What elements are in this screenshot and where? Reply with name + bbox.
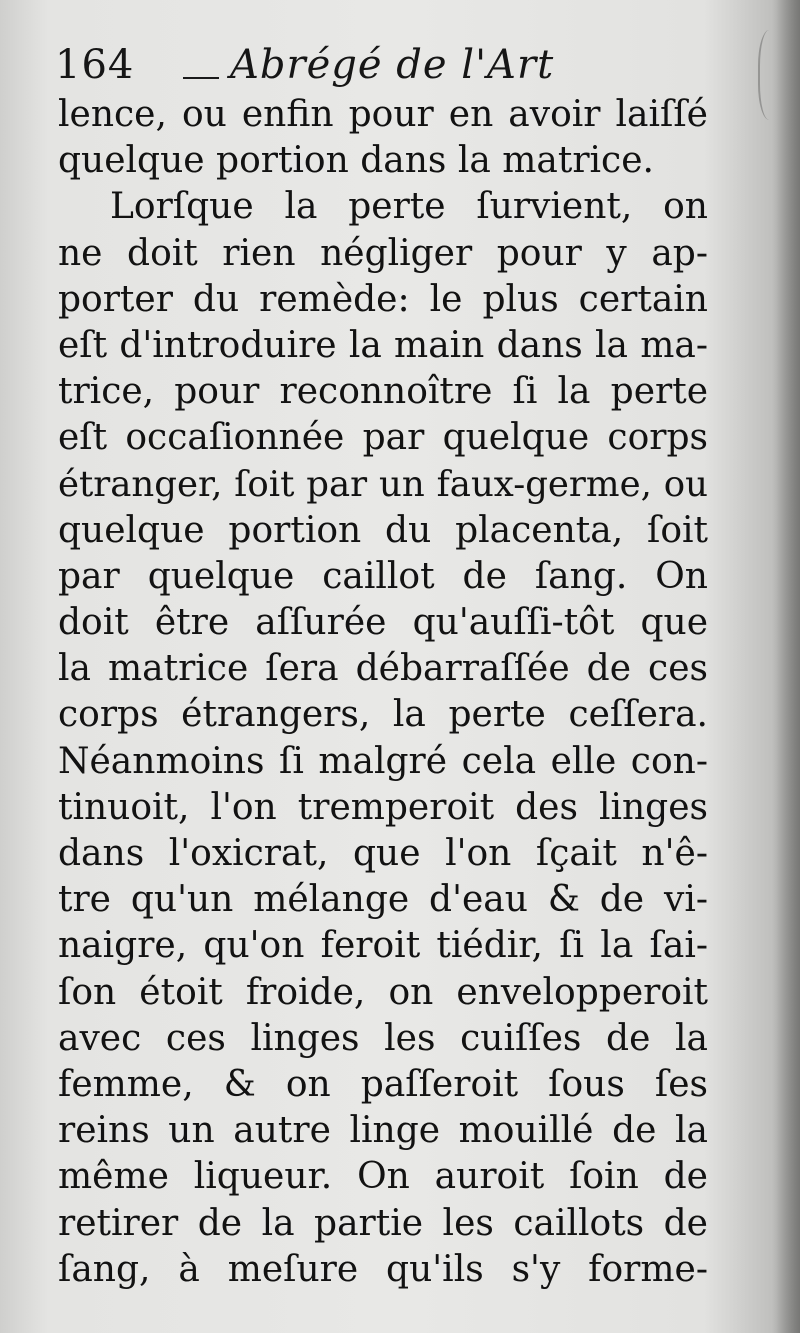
text-line: Néanmoins ſi malgré cela elle con- bbox=[58, 740, 708, 782]
running-title: Abrégé de l'Art bbox=[230, 42, 555, 88]
text-line: retirer de la partie les caillots de bbox=[58, 1202, 708, 1244]
page-number: 164 bbox=[55, 42, 135, 88]
text-line: ſang, à meſure qu'ils s'y forme- bbox=[58, 1248, 708, 1290]
text-line: ſon étoit froide, on envelopperoit bbox=[58, 971, 708, 1013]
body-text bbox=[58, 92, 708, 1293]
text-line: étranger, ſoit par un faux-germe, ou bbox=[58, 463, 708, 505]
text-line: doit être aſſurée qu'auſſi-tôt que bbox=[58, 602, 708, 644]
page-edge-mark bbox=[758, 30, 786, 120]
text-line: quelque portion du placenta, ſoit bbox=[58, 509, 708, 551]
text-line: même liqueur. On auroit ſoin de bbox=[58, 1156, 708, 1198]
text-line: femme, & on paſſeroit ſous ſes bbox=[58, 1063, 708, 1105]
text-line: eſt d'introduire la main dans la ma- bbox=[58, 324, 708, 366]
text-line: lence, ou enfin pour en avoir laiſſé bbox=[58, 94, 708, 135]
text-line: trice, pour reconnoître ſi la perte bbox=[58, 371, 708, 413]
text-line: dans l'oxicrat, que l'on ſçait n'ê- bbox=[58, 833, 708, 874]
header-rule bbox=[183, 77, 219, 79]
text-line: avec ces linges les cuiſſes de la bbox=[58, 1017, 708, 1059]
text-line: naigre, qu'on feroit tiédir, ſi la ſai- bbox=[58, 925, 708, 967]
text-line: ne doit rien négliger pour y ap- bbox=[58, 232, 708, 274]
text-line: la matrice ſera débarraſſée de ces bbox=[58, 648, 708, 690]
page-header bbox=[55, 42, 575, 92]
text-line: tre qu'un mélange d'eau & de vi- bbox=[58, 879, 708, 921]
text-line: corps étrangers, la perte ceſſera. bbox=[58, 694, 708, 736]
text-line: par quelque caillot de ſang. On bbox=[58, 555, 708, 597]
text-line: eſt occaſionnée par quelque corps bbox=[58, 417, 708, 459]
text-line: reins un autre linge mouillé de la bbox=[58, 1110, 708, 1152]
text-line: porter du remède: le plus certain bbox=[58, 278, 708, 320]
text-line: quelque portion dans la matrice. bbox=[58, 140, 654, 182]
text-line: Lorſque la perte ſurvient, on bbox=[110, 186, 708, 228]
text-line: tinuoit, l'on tremperoit des linges bbox=[58, 786, 708, 828]
